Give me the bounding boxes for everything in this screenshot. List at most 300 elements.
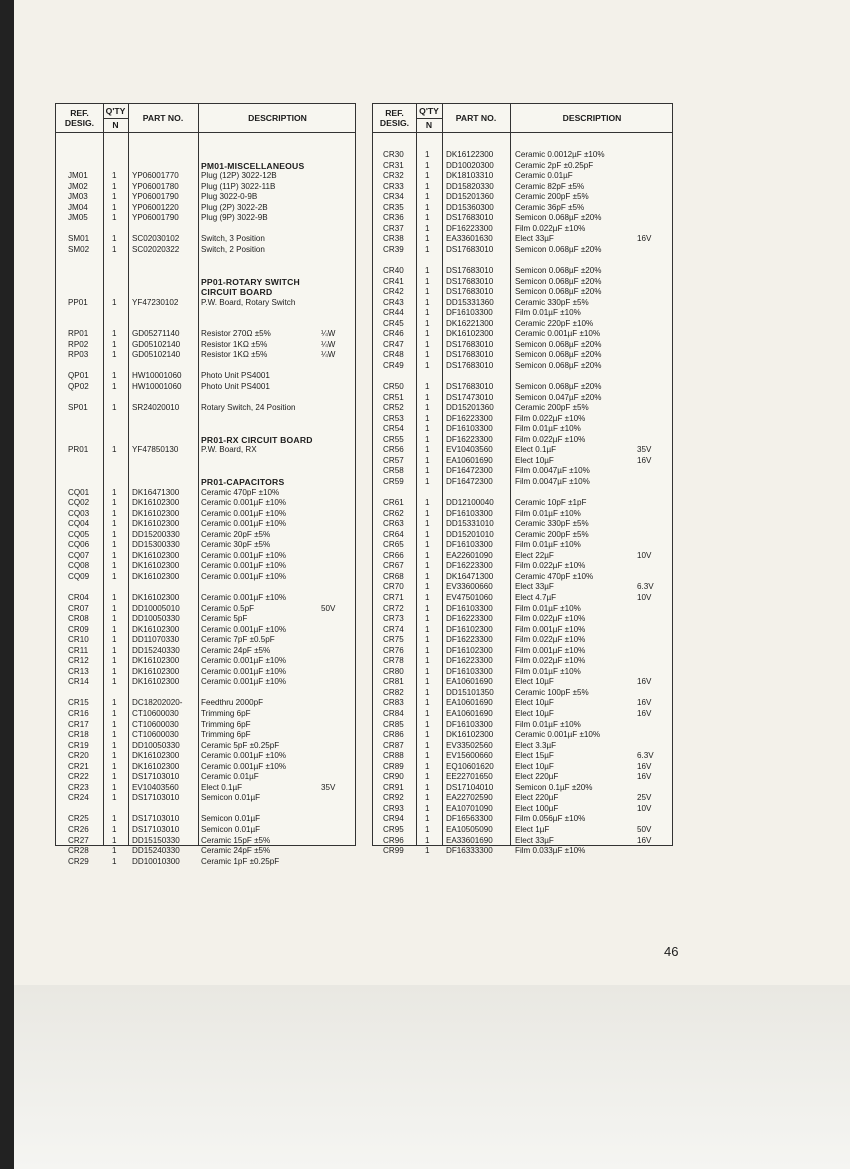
ref-desig: CR45 [383, 318, 404, 328]
table-header [56, 104, 355, 133]
ref-desig: CR23 [68, 782, 89, 792]
quantity: 1 [112, 192, 117, 202]
part-number: EA10505090 [446, 825, 493, 834]
ref-desig: CR46 [383, 329, 404, 339]
part-number: DC18202020- [132, 698, 183, 708]
quantity: 1 [425, 614, 430, 624]
table-row [56, 836, 355, 847]
table-row [56, 540, 355, 551]
header-n: N [425, 120, 433, 130]
quantity: 1 [112, 825, 117, 834]
description: Ceramic 0.01µF [515, 171, 573, 181]
ref-desig: JM04 [68, 202, 88, 212]
description: Trimming 6pF [201, 708, 251, 718]
quantity: 1 [112, 698, 117, 708]
description: Film 0.022µF ±10% [515, 561, 586, 571]
part-number: DK16471300 [446, 571, 494, 581]
table-row [373, 403, 672, 414]
quantity: 1 [425, 592, 430, 602]
ref-desig: CR82 [383, 687, 404, 697]
ref-desig: CR86 [383, 730, 404, 740]
description: Plug (9P) 3022-9B [201, 213, 268, 223]
header-qty: Q'TY [419, 106, 439, 116]
ref-desig: CR52 [383, 403, 404, 413]
table-row [56, 825, 355, 836]
ref-desig: CR35 [383, 202, 404, 212]
ref-desig: JM03 [68, 192, 88, 202]
description: Elect 0.1µF [515, 445, 557, 455]
part-number: DF16223300 [446, 614, 493, 624]
table-row [373, 245, 672, 256]
table-row [373, 234, 672, 245]
ref-desig: CR75 [383, 635, 404, 645]
ref-desig: CR70 [383, 582, 404, 592]
description: Semicon 0.068µF ±20% [515, 276, 602, 286]
table-row [56, 403, 355, 414]
ref-desig: CR84 [383, 708, 404, 718]
ref-desig: CR32 [383, 171, 404, 181]
table-row [373, 182, 672, 193]
quantity: 1 [112, 529, 117, 539]
table-row [56, 667, 355, 678]
description: Ceramic 5pF [201, 614, 248, 624]
quantity: 1 [112, 730, 117, 740]
description: Switch, 2 Position [201, 244, 265, 254]
ref-desig: CR93 [383, 803, 404, 813]
part-number: DS17683010 [446, 350, 494, 360]
ref-desig: CQ09 [68, 571, 90, 581]
table-row [56, 298, 355, 309]
table-row [373, 287, 672, 298]
table-row [56, 656, 355, 667]
table-row [373, 509, 672, 520]
ref-desig: CR26 [68, 825, 89, 834]
part-number: YP06001770 [132, 171, 179, 181]
description: Elect 100µF [515, 803, 559, 813]
part-number: DF16472300 [446, 466, 493, 476]
table-row [56, 171, 355, 182]
table-row [56, 371, 355, 382]
part-number: EE22701650 [446, 772, 493, 782]
quantity: 1 [425, 835, 430, 845]
table-row [373, 804, 672, 815]
description: Trimming 6pF [201, 730, 251, 740]
description: Film 0.022µF ±10% [515, 614, 586, 624]
quantity: 1 [425, 308, 430, 318]
part-number: DD15240330 [132, 645, 180, 655]
part-number: EQ10601620 [446, 761, 494, 771]
header-part-no: PART NO. [142, 113, 184, 123]
quantity: 1 [112, 835, 117, 845]
quantity: 1 [112, 751, 117, 761]
quantity: 1 [112, 645, 117, 655]
ref-desig: CR48 [383, 350, 404, 360]
part-number: DK16102300 [132, 550, 180, 560]
description: Ceramic 330pF ±5% [515, 519, 589, 529]
part-number: DF16223300 [446, 413, 493, 423]
ref-desig: CR24 [68, 793, 89, 803]
quantity: 1 [112, 719, 117, 729]
description: Film 0.001µF ±10% [515, 645, 586, 655]
table-row [373, 530, 672, 541]
part-number: DD15240330 [132, 846, 180, 856]
ref-desig: CQ01 [68, 487, 90, 497]
ref-desig: CR91 [383, 782, 404, 792]
table-row [373, 614, 672, 625]
rating: 16V [637, 455, 652, 465]
rating: 16V [637, 835, 652, 845]
table-row [373, 150, 672, 161]
table-row [56, 445, 355, 456]
description: Feedthru 2000pF [201, 698, 264, 708]
section-heading [56, 435, 355, 446]
rating: 16V [637, 677, 652, 687]
quantity: 1 [112, 498, 117, 508]
quantity: 1 [425, 751, 430, 761]
table-row [373, 751, 672, 762]
quantity: 1 [112, 782, 117, 792]
part-number: DD15201360 [446, 192, 494, 202]
table-row [373, 456, 672, 467]
ref-desig: CR55 [383, 434, 404, 444]
table-row [373, 783, 672, 794]
table-row [56, 488, 355, 499]
ref-desig: SP01 [68, 403, 88, 413]
part-number: DD10050330 [132, 614, 180, 624]
quantity: 1 [425, 825, 430, 834]
ref-desig: CR66 [383, 550, 404, 560]
quantity: 1 [112, 171, 117, 181]
quantity: 1 [425, 687, 430, 697]
rating: 16V [637, 234, 652, 244]
table-row [373, 625, 672, 636]
table-row [56, 783, 355, 794]
description: P.W. Board, RX [201, 445, 257, 455]
table-row [373, 741, 672, 752]
quantity: 1 [425, 329, 430, 339]
rating: 25V [637, 793, 652, 803]
ref-desig: RP03 [68, 350, 89, 360]
table-row [373, 382, 672, 393]
ref-desig: CR76 [383, 645, 404, 655]
ref-desig: CR39 [383, 244, 404, 254]
ref-desig: CR73 [383, 614, 404, 624]
description: Semicon 0.068µF ±20% [515, 382, 602, 392]
ref-desig: CR57 [383, 455, 404, 465]
blank-row [56, 266, 355, 277]
quantity: 1 [112, 635, 117, 645]
ref-desig: CR71 [383, 592, 404, 602]
description: Ceramic 200pF ±5% [515, 403, 589, 413]
quantity: 1 [425, 677, 430, 687]
table-row [373, 698, 672, 709]
quantity: 1 [112, 614, 117, 624]
ref-desig: CQ08 [68, 561, 90, 571]
table-row [373, 319, 672, 330]
part-number: DK16221300 [446, 318, 494, 328]
table-row [373, 498, 672, 509]
quantity: 1 [425, 244, 430, 254]
part-number: DF16103300 [446, 540, 493, 550]
ref-desig: CQ03 [68, 508, 90, 518]
ref-desig: CQ06 [68, 540, 90, 550]
ref-desig: CR44 [383, 308, 404, 318]
ref-desig: CQ07 [68, 550, 90, 560]
quantity: 1 [425, 519, 430, 529]
quantity: 1 [425, 192, 430, 202]
blank-row [56, 224, 355, 235]
description: Ceramic 30pF ±5% [201, 540, 271, 550]
part-number: DS17103010 [132, 772, 180, 782]
quantity: 1 [112, 656, 117, 666]
quantity: 1 [425, 181, 430, 191]
ref-desig: CR30 [383, 150, 404, 159]
rating: 50V [321, 603, 336, 613]
quantity: 1 [112, 329, 117, 339]
rating: 10V [637, 803, 652, 813]
part-number: YF47230102 [132, 297, 179, 307]
description: Ceramic 220pF ±10% [515, 318, 594, 328]
description: Resistor 1KΩ ±5% [201, 339, 268, 349]
quantity: 1 [425, 318, 430, 328]
ref-desig: QP01 [68, 371, 89, 381]
description: Semicon 0.068µF ±20% [515, 213, 602, 223]
part-number: EA33601690 [446, 835, 493, 845]
ref-desig: CR83 [383, 698, 404, 708]
ref-desig: CR37 [383, 223, 404, 233]
description: Ceramic 15pF ±5% [201, 835, 271, 845]
ref-desig: CR68 [383, 571, 404, 581]
description: Elect 10µF [515, 761, 554, 771]
table-row [373, 593, 672, 604]
quantity: 1 [112, 856, 117, 866]
quantity: 1 [425, 150, 430, 159]
description: Ceramic 0.001µF ±10% [201, 519, 287, 529]
part-number: DF16333300 [446, 846, 493, 856]
quantity: 1 [112, 814, 117, 824]
table-row [56, 203, 355, 214]
quantity: 1 [425, 730, 430, 740]
ref-desig: RP02 [68, 339, 89, 349]
quantity: 1 [425, 403, 430, 413]
part-number: DD11070330 [132, 635, 180, 645]
quantity: 1 [425, 350, 430, 360]
ref-desig: PR01 [68, 445, 89, 455]
description: Trimming 6pF [201, 719, 251, 729]
part-number: EV10403560 [446, 445, 493, 455]
table-row [56, 182, 355, 193]
description: Film 0.01µF ±10% [515, 666, 581, 676]
table-row [373, 308, 672, 319]
part-number: DK16102300 [132, 656, 180, 666]
quantity: 1 [425, 202, 430, 212]
part-number: EV47501060 [446, 592, 493, 602]
description: Ceramic 0.001µF ±10% [201, 561, 287, 571]
description: Film 0.022µF ±10% [515, 656, 586, 666]
description: Ceramic 100pF ±5% [515, 687, 589, 697]
description: Elect 33µF [515, 582, 554, 592]
description: Ceramic 0.001µF ±10% [201, 508, 287, 518]
part-number: EV33502560 [446, 740, 493, 750]
blank-row [56, 582, 355, 593]
part-number: DF16223300 [446, 434, 493, 444]
quantity: 1 [425, 698, 430, 708]
ref-desig: CR49 [383, 360, 404, 370]
ref-desig: CR58 [383, 466, 404, 476]
part-number: EV10403560 [132, 782, 179, 792]
quantity: 1 [425, 571, 430, 581]
description: Film 0.033µF ±10% [515, 846, 586, 856]
quantity: 1 [425, 498, 430, 508]
table-row [373, 561, 672, 572]
blank-row [373, 255, 672, 266]
quantity: 1 [425, 213, 430, 223]
description: Ceramic 36pF ±5% [515, 202, 585, 212]
part-number: DK16102300 [132, 571, 180, 581]
table-row [56, 730, 355, 741]
table-row [373, 350, 672, 361]
ref-desig: CR21 [68, 761, 89, 771]
description: Semicon 0.01µF [201, 825, 261, 834]
quantity: 1 [112, 666, 117, 676]
quantity: 1 [425, 645, 430, 655]
quantity: 1 [112, 445, 117, 455]
description: Semicon 0.068µF ±20% [515, 360, 602, 370]
rating: 35V [321, 782, 336, 792]
table-row [56, 509, 355, 520]
part-number: DD15201360 [446, 403, 494, 413]
description: Semicon 0.068µF ±20% [515, 244, 602, 254]
table-row [56, 741, 355, 752]
ref-desig: CR67 [383, 561, 404, 571]
table-row [373, 414, 672, 425]
part-number: DF16103300 [446, 719, 493, 729]
description: Elect 4.7µF [515, 592, 557, 602]
table-row [373, 477, 672, 488]
table-row [373, 298, 672, 309]
description: Plug (11P) 3022-11B [201, 181, 276, 191]
ref-desig: CR81 [383, 677, 404, 687]
page-bottom-area [0, 985, 850, 1169]
quantity: 1 [425, 656, 430, 666]
description: Ceramic 470pF ±10% [515, 571, 594, 581]
ref-desig: JM02 [68, 181, 88, 191]
ref-desig: CR31 [383, 160, 404, 170]
quantity: 1 [112, 793, 117, 803]
part-number: EA10601690 [446, 455, 493, 465]
description: Ceramic 24pF ±5% [201, 645, 271, 655]
quantity: 1 [112, 761, 117, 771]
table-row [373, 814, 672, 825]
table-row [373, 466, 672, 477]
table-row [56, 572, 355, 583]
part-number: DF16102300 [446, 645, 493, 655]
quantity: 1 [112, 202, 117, 212]
description: Film 0.01µF ±10% [515, 540, 581, 550]
header-desig: DESIG. [379, 118, 410, 128]
section-title: PR01-CAPACITORS [201, 476, 285, 487]
ref-desig: CR11 [68, 645, 89, 655]
table-row [56, 498, 355, 509]
part-number: DK16102300 [132, 561, 180, 571]
quantity: 1 [425, 223, 430, 233]
part-number: DS17683010 [446, 382, 494, 392]
table-row [373, 772, 672, 783]
table-row [373, 224, 672, 235]
part-number: DF16223300 [446, 635, 493, 645]
description: Ceramic 1pF ±0.25pF [201, 856, 280, 866]
blank-row [56, 466, 355, 477]
section-title: PM01-MISCELLANEOUS [201, 160, 305, 171]
rating: 6.3V [637, 751, 654, 761]
description: Semicon 0.01µF [201, 814, 261, 824]
table-row [373, 213, 672, 224]
ref-desig: SM01 [68, 234, 90, 244]
ref-desig: CR17 [68, 719, 89, 729]
rating: 35V [637, 445, 652, 455]
part-number: HW10001060 [132, 371, 182, 381]
rating: ¼W [321, 329, 336, 339]
part-number: HW10001060 [132, 382, 182, 392]
ref-desig: CR56 [383, 445, 404, 455]
description: Film 0.0047µF ±10% [515, 476, 590, 486]
ref-desig: CR34 [383, 192, 404, 202]
table-body [56, 150, 355, 867]
ref-desig: CR96 [383, 835, 404, 845]
ref-desig: CR25 [68, 814, 89, 824]
part-number: SR24020010 [132, 403, 180, 413]
part-number: DD15201010 [446, 529, 494, 539]
part-number: DK16471300 [132, 487, 180, 497]
table-row [373, 677, 672, 688]
description: Ceramic 0.01µF [201, 772, 259, 782]
description: Ceramic 10pF ±1pF [515, 498, 587, 508]
section-title: CIRCUIT BOARD [201, 287, 273, 298]
ref-desig: CR62 [383, 508, 404, 518]
rating: 6.3V [637, 582, 654, 592]
description: Film 0.001µF ±10% [515, 624, 586, 634]
blank-row [56, 804, 355, 815]
part-number: DF16223300 [446, 561, 493, 571]
quantity: 1 [425, 582, 430, 592]
description: Film 0.022µF ±10% [515, 434, 586, 444]
ref-desig: CR27 [68, 835, 89, 845]
blank-row [56, 414, 355, 425]
part-number: DK16102300 [446, 730, 494, 740]
quantity: 1 [112, 350, 117, 360]
blank-row [56, 255, 355, 266]
table-row [56, 604, 355, 615]
part-number: DD15150330 [132, 835, 180, 845]
part-number: DS17683010 [446, 244, 494, 254]
description: Switch, 3 Position [201, 234, 265, 244]
ref-desig: CQ04 [68, 519, 90, 529]
ref-desig: CR87 [383, 740, 404, 750]
table-row [373, 340, 672, 351]
part-number: CT10600030 [132, 719, 179, 729]
description: Film 0.01µF ±10% [515, 603, 581, 613]
table-row [373, 582, 672, 593]
description: Plug (12P) 3022-12B [201, 171, 277, 181]
table-body [373, 150, 672, 857]
table-header [373, 104, 672, 133]
quantity: 1 [112, 382, 117, 392]
ref-desig: CR43 [383, 297, 404, 307]
description: Film 0.01µF ±10% [515, 719, 581, 729]
table-row [56, 698, 355, 709]
table-row [56, 751, 355, 762]
rating: 10V [637, 550, 652, 560]
